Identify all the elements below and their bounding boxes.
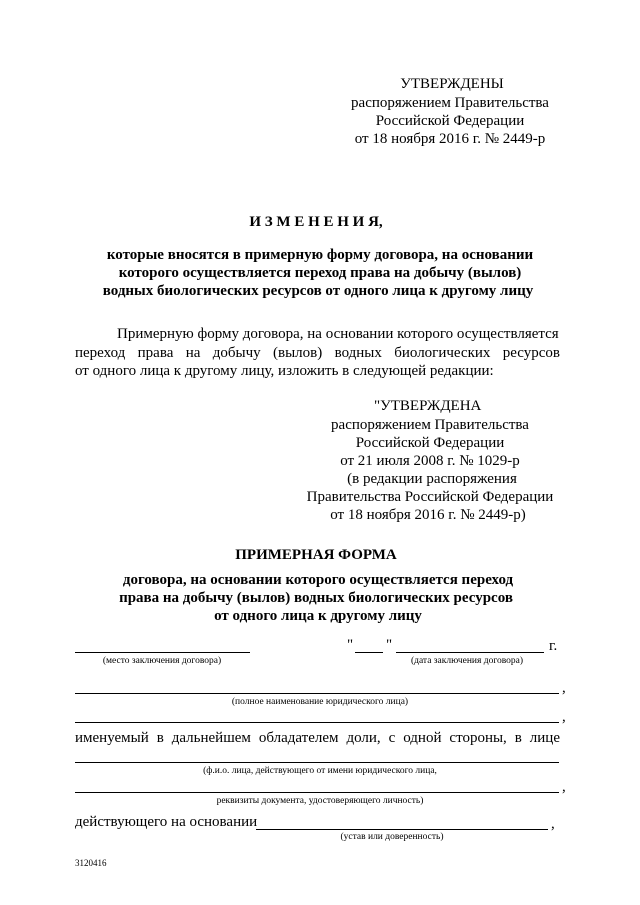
approved-line-6: от 18 ноября 2016 г. № 2449-р) (330, 507, 526, 523)
approved-line-4: (в редакции распоряжения (347, 471, 517, 487)
place-caption: (место заключения договора) (102, 656, 222, 666)
document-caption: реквизиты документа, удостоверяющего личность) (216, 796, 424, 806)
changes-title: И З М Е Н Е Н И Я, (249, 214, 383, 230)
changes-subtitle-2: которого осуществляется переход права на добычу (вылов) (118, 265, 522, 281)
basis-input-line[interactable] (256, 829, 548, 830)
date-caption: (дата заключения договора) (410, 656, 524, 666)
form-title: ПРИМЕРНАЯ ФОРМА (235, 547, 397, 563)
approved-title: "УТВЕРЖДЕНА (374, 398, 482, 414)
body-line-2: переход права на добычу (вылов) водных биологических ресурсов (75, 345, 560, 361)
document-input-line[interactable] (75, 792, 559, 793)
changes-subtitle-1: которые вносятся в примерную форму договора, на основании (106, 247, 534, 263)
body-line-1: Примерную форму договора, на основании которого осуществляется (117, 326, 559, 342)
date-quote-close: " (386, 637, 393, 653)
acting-label: действующего на основании (75, 814, 258, 830)
form-subtitle-1: договора, на основании которого осуществляется переход (122, 572, 514, 588)
comma-4: , (551, 816, 555, 832)
approved-line-5: Правительства Российской Федерации (306, 489, 554, 505)
approval-line-1: распоряжением Правительства (351, 95, 549, 111)
legal-entity-input-line[interactable] (75, 693, 559, 694)
changes-subtitle-3: водных биологических ресурсов от одного лица к другому лицу (102, 283, 534, 299)
approval-line-3: от 18 ноября 2016 г. № 2449-р (354, 131, 546, 147)
comma-2: , (562, 709, 566, 725)
legal-entity-caption: (полное наименование юридического лица) (231, 697, 409, 707)
approved-line-3: от 21 июля 2008 г. № 1029-р (340, 453, 520, 469)
comma-1: , (562, 680, 566, 696)
approval-line-2: Российской Федерации (375, 113, 525, 129)
comma-3: , (562, 779, 566, 795)
date-day-input-line[interactable] (355, 652, 383, 653)
date-quote-open: " (347, 637, 354, 653)
approved-line-2: Российской Федерации (355, 435, 505, 451)
form-subtitle-2: права на добычу (вылов) водных биологических ресурсов (119, 590, 513, 606)
basis-caption: (устав или доверенность) (340, 832, 444, 842)
place-input-line[interactable] (75, 652, 250, 653)
holder-line: именуемый в дальнейшем обладателем доли, с одной стороны, в лице (75, 730, 560, 746)
person-caption: (ф.и.о. лица, действующего от имени юридического лица, (203, 766, 437, 776)
date-month-input-line[interactable] (396, 652, 544, 653)
form-subtitle-3: от одного лица к другому лицу (214, 608, 422, 624)
person-input-line[interactable] (75, 762, 559, 763)
year-suffix: г. (549, 638, 558, 654)
legal-entity-continuation-line[interactable] (75, 722, 559, 723)
body-line-3: от одного лица к другому лицу, изложить в следующей редакции: (75, 363, 494, 379)
approval-title: УТВЕРЖДЕНЫ (400, 76, 504, 92)
approved-line-1: распоряжением Правительства (331, 417, 529, 433)
doc-number: 3120416 (75, 858, 107, 868)
